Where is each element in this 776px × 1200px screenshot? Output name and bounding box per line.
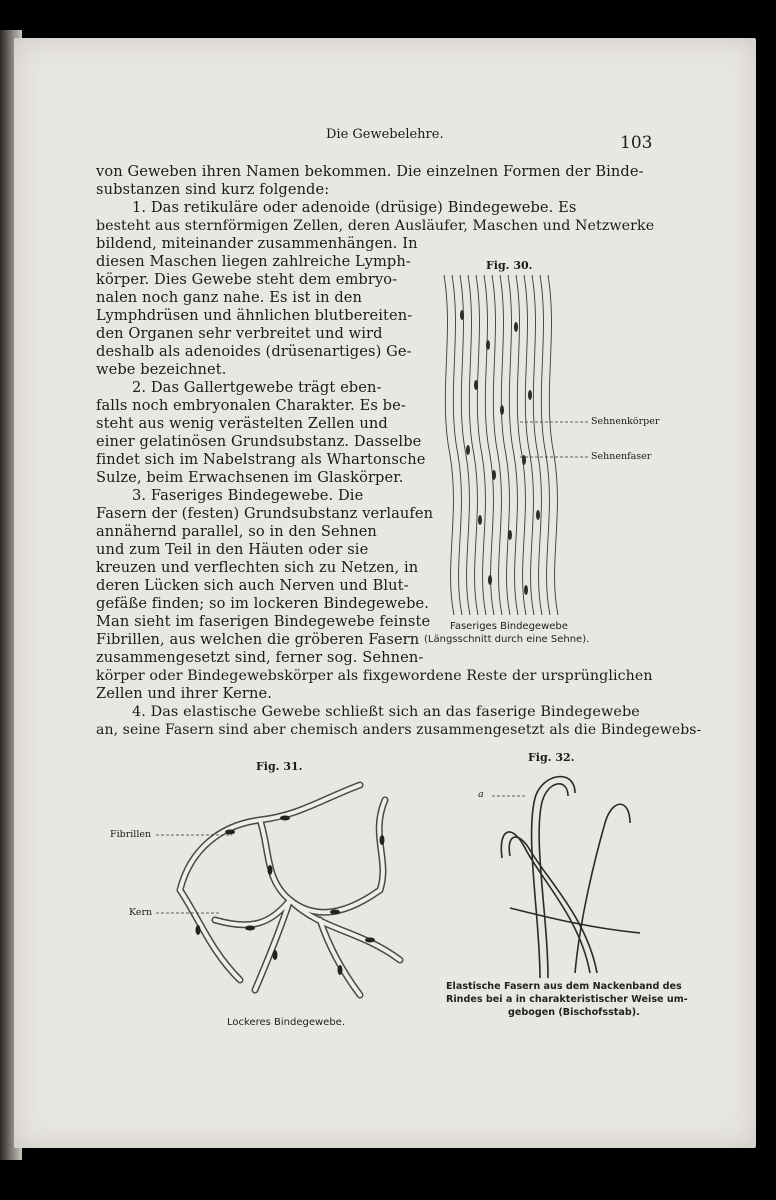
text-line: besteht aus sternförmigen Zellen, deren Ausläufer, Maschen und Netzwerke [96, 218, 655, 234]
fig31-label-fibrillen: Fibrillen [110, 829, 152, 840]
text-line: gefäße finden; so im lockeren Bindegewebe. [96, 595, 430, 612]
text-line: einer gelatinösen Grundsubstanz. Dasselbe [96, 433, 422, 450]
text-line: falls noch embryonalen Charakter. Es be- [96, 397, 406, 414]
fig30-label-sehnenfaser: Sehnenfaser [591, 451, 652, 462]
text-line: Zellen und ihrer Kerne. [96, 685, 272, 702]
fig31-label-kern: Kern [129, 907, 153, 918]
text-line: webe bezeichnet. [96, 361, 227, 378]
page-number: 103 [620, 133, 653, 153]
fig32-caption-line2: Rindes bei a in charakteristischer Weise um- [446, 994, 688, 1005]
text-line: bildend, miteinander zusammenhängen. In [96, 235, 418, 252]
text-line: nalen noch ganz nahe. Es ist in den [96, 289, 363, 306]
text-line: deshalb als adenoides (drüsenartiges) Ge- [96, 343, 412, 360]
text-line: Lymphdrüsen und ähnlichen blutbereiten- [96, 307, 413, 324]
text-line: Sulze, beim Erwachsenen im Glaskörper. [96, 469, 404, 486]
text-line: substanzen sind kurz folgende: [96, 181, 330, 198]
text-line: und zum Teil in den Häuten oder sie [96, 541, 369, 558]
text-line: zusammengesetzt sind, ferner sog. Sehnen- [96, 649, 424, 666]
fig30-caption-line2: (Längsschnitt durch eine Sehne). [424, 634, 590, 645]
text-line: Fasern der (festen) Grundsubstanz verlaufen [96, 505, 434, 522]
text-line: an, seine Fasern sind aber chemisch anders zusammengesetzt als die Bindegewebs- [96, 722, 702, 738]
text-line: 3. Faseriges Bindegewebe. Die [132, 487, 364, 504]
fig32-label: Fig. 32. [528, 751, 575, 764]
text-line: 1. Das retikuläre oder adenoide (drüsige) Bindegewebe. Es [132, 199, 577, 216]
fig30-label-sehnenkoerper: Sehnenkörper [591, 416, 660, 427]
fig32-caption-line1: Elastische Fasern aus dem Nackenband des [446, 981, 682, 992]
text-line: 4. Das elastische Gewebe schließt sich an das faserige Bindegewebe [132, 704, 640, 720]
text-line: steht aus wenig verästelten Zellen und [96, 415, 388, 432]
text-line: 2. Das Gallertgewebe trägt eben- [132, 379, 382, 396]
text-line: körper oder Bindegewebskörper als fixgewordene Reste der ursprünglichen [96, 668, 653, 684]
text-line: kreuzen und verflechten sich zu Netzen, in [96, 559, 419, 576]
text-line: diesen Maschen liegen zahlreiche Lymph- [96, 253, 411, 270]
text-line: deren Lücken sich auch Nerven und Blut- [96, 577, 409, 594]
fig32-label-a: a [478, 789, 484, 800]
text-line: Fibrillen, aus welchen die gröberen Fasern [96, 631, 420, 648]
text-line: Man sieht im faserigen Bindegewebe feinste [96, 613, 431, 630]
fig30-leader-lines [520, 420, 590, 460]
fig30-label: Fig. 30. [486, 259, 533, 272]
fig31-caption: Lockeres Bindegewebe. [227, 1017, 346, 1028]
text-line: von Geweben ihren Namen bekommen. Die einzelnen Formen der Binde- [96, 163, 644, 180]
text-line: findet sich im Nabelstrang als Whartonsche [96, 451, 426, 468]
fig31-label: Fig. 31. [256, 760, 303, 773]
text-line: körper. Dies Gewebe steht dem embryo- [96, 271, 398, 288]
fig31-leader-lines [154, 833, 234, 918]
text-line: den Organen sehr verbreitet und wird [96, 325, 383, 342]
running-title: Die Gewebelehre. [326, 127, 444, 142]
fig32-caption-line3: gebogen (Bischofsstab). [508, 1007, 640, 1018]
fig32-elastic-fibers-illustration [480, 768, 670, 983]
fig30-caption-line1: Faseriges Bindegewebe [450, 621, 568, 632]
text-line: annähernd parallel, so in den Sehnen [96, 523, 377, 540]
